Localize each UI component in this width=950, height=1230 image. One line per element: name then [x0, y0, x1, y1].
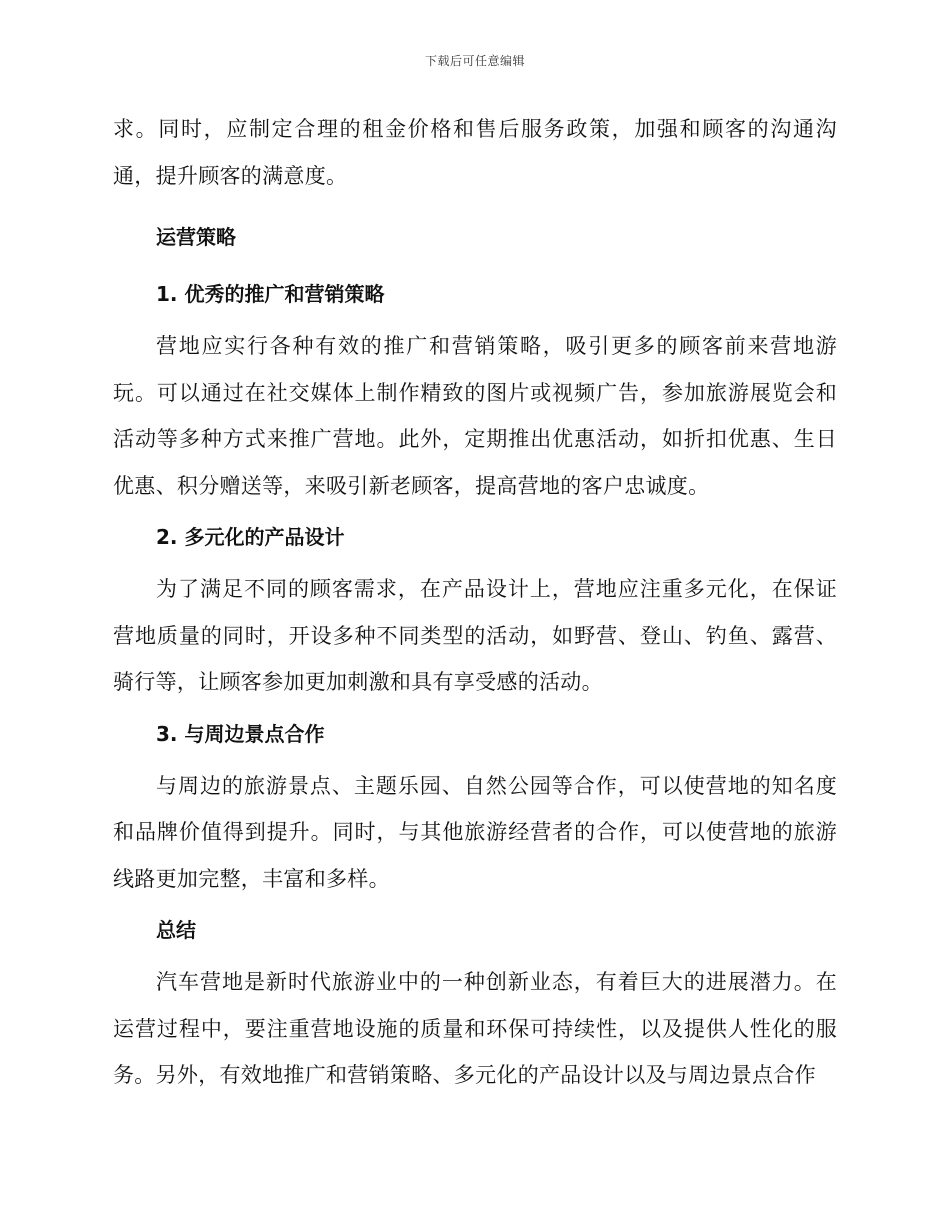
- subheading-promotion-marketing: 1. 优秀的推广和营销策略: [156, 282, 385, 306]
- subheading-nearby-attractions: 3. 与周边景点合作: [156, 721, 325, 746]
- paragraph-nearby-attractions: 与周边的旅游景点、主题乐园、自然公园等合作，可以使营地的知名度和品牌价值得到提升。同时，与其他旅游经营者的合作，可以使营地的旅游线路更加完整，丰富和多样。: [113, 773, 837, 891]
- page-header: 下载后可任意编辑: [424, 54, 525, 68]
- paragraph-diversified-products: 为了满足不同的顾客需求，在产品设计上，营地应注重多元化，在保证营地质量的同时，开设多种不同类型的活动，如野营、登山、钓鱼、露营、骑行等，让顾客参加更加刺激和具有享受感的活动。: [113, 577, 837, 694]
- section-heading-summary: 总结: [156, 918, 196, 942]
- document-body: [113, 106, 837, 1099]
- paragraph-summary: 汽车营地是新时代旅游业中的一种创新业态，有着巨大的进展潜力。在运营过程中，要注重营地设施的质量和环保可持续性，以及提供人性化的服务。另外，有效地推广和营销策略、多元化的产品设计以及与周边景点合作: [113, 970, 837, 1087]
- subheading-diversified-products: 2. 多元化的产品设计: [156, 525, 345, 549]
- section-heading-operation-strategy: 运营策略: [156, 225, 236, 249]
- paragraph-continuation: 求。同时，应制定合理的租金价格和售后服务政策，加强和顾客的沟通沟通，提升顾客的满意度。: [113, 117, 837, 188]
- paragraph-promotion-marketing: 营地应实行各种有效的推广和营销策略，吸引更多的顾客前来营地游玩。可以通过在社交媒体上制作精致的图片或视频广告，参加旅游展览会和活动等多种方式来推广营地。此外，定期推出优惠活动，如折扣优惠、生日优惠、积分赠送等，来吸引新老顾客，提高营地的客户忠诚度。: [113, 334, 837, 498]
